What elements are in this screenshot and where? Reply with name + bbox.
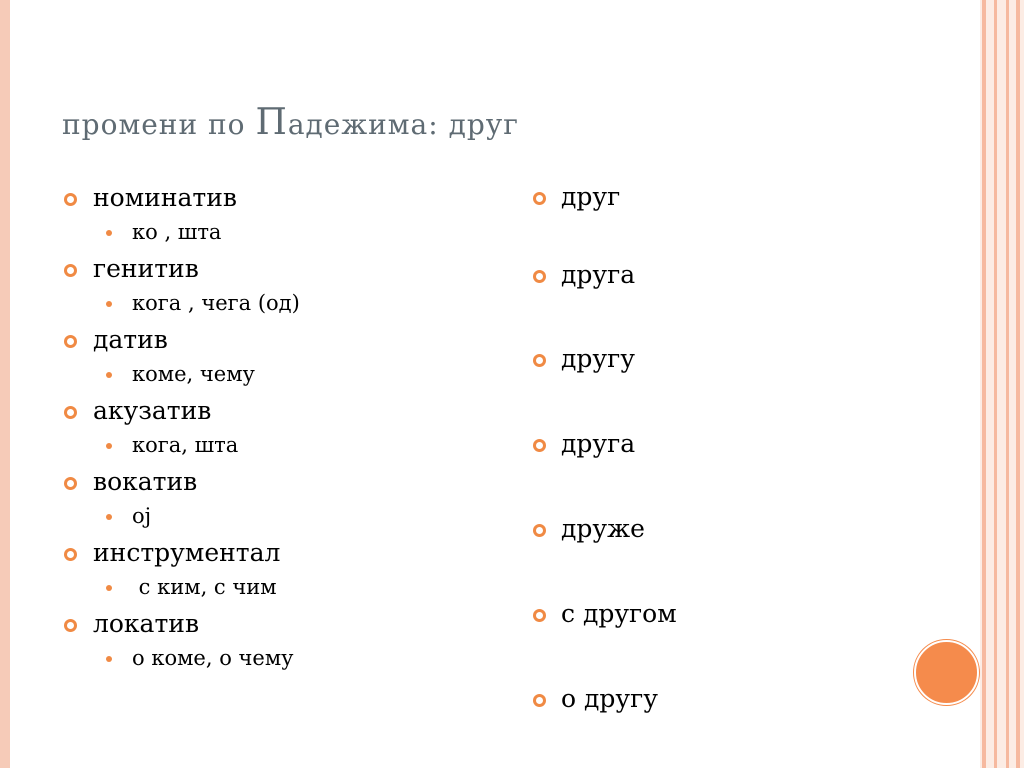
form-word: друга [561, 429, 636, 458]
case-name: датив [93, 325, 168, 354]
form-word: другу [561, 344, 635, 373]
bullet-ring-icon [64, 335, 77, 348]
form-word: друга [561, 260, 636, 289]
form-word: о другу [561, 684, 658, 713]
form-word: друг [561, 182, 621, 211]
case-question: кога, шта [132, 433, 239, 457]
bullet-dot-icon [106, 372, 112, 378]
title-text-part2: адежима: друг [287, 108, 519, 141]
frame-stripe [994, 0, 997, 768]
frame-left-border [0, 0, 10, 768]
case-name: вокатив [93, 467, 198, 496]
bullet-dot-icon [106, 443, 112, 449]
bullet-ring-icon [533, 439, 546, 452]
case-question: коме, чему [132, 362, 255, 386]
decorative-orange-circle [914, 640, 979, 705]
form-word: друже [561, 514, 645, 543]
bullet-ring-icon [64, 548, 77, 561]
bullet-dot-icon [106, 230, 112, 236]
case-name: номинатив [93, 183, 237, 212]
bullet-dot-icon [106, 656, 112, 662]
bullet-dot-icon [106, 301, 112, 307]
frame-stripe [1006, 0, 1009, 768]
case-question: ој [132, 504, 152, 528]
case-name: генитив [93, 254, 199, 283]
bullet-ring-icon [64, 193, 77, 206]
case-question: о коме, о чему [132, 646, 294, 670]
bullet-ring-icon [533, 270, 546, 283]
form-word: с другом [561, 599, 677, 628]
bullet-dot-icon [106, 514, 112, 520]
bullet-ring-icon [64, 619, 77, 632]
frame-stripe [982, 0, 986, 768]
bullet-ring-icon [64, 406, 77, 419]
bullet-dot-icon [106, 585, 112, 591]
bullet-ring-icon [64, 477, 77, 490]
bullet-ring-icon [533, 354, 546, 367]
case-question: с ким, с чим [132, 575, 277, 599]
title-text-part1: промени по [62, 108, 256, 141]
case-name: акузатив [93, 396, 212, 425]
title-text-capital: П [255, 102, 288, 143]
bullet-ring-icon [533, 524, 546, 537]
frame-stripe [1016, 0, 1020, 768]
case-name: локатив [93, 609, 200, 638]
slide-title [62, 102, 519, 143]
case-question: кога , чега (од) [132, 291, 300, 315]
bullet-ring-icon [533, 609, 546, 622]
bullet-ring-icon [533, 192, 546, 205]
bullet-ring-icon [64, 264, 77, 277]
bullet-ring-icon [533, 694, 546, 707]
case-name: инструментал [93, 538, 281, 567]
case-question: ко , шта [132, 220, 222, 244]
